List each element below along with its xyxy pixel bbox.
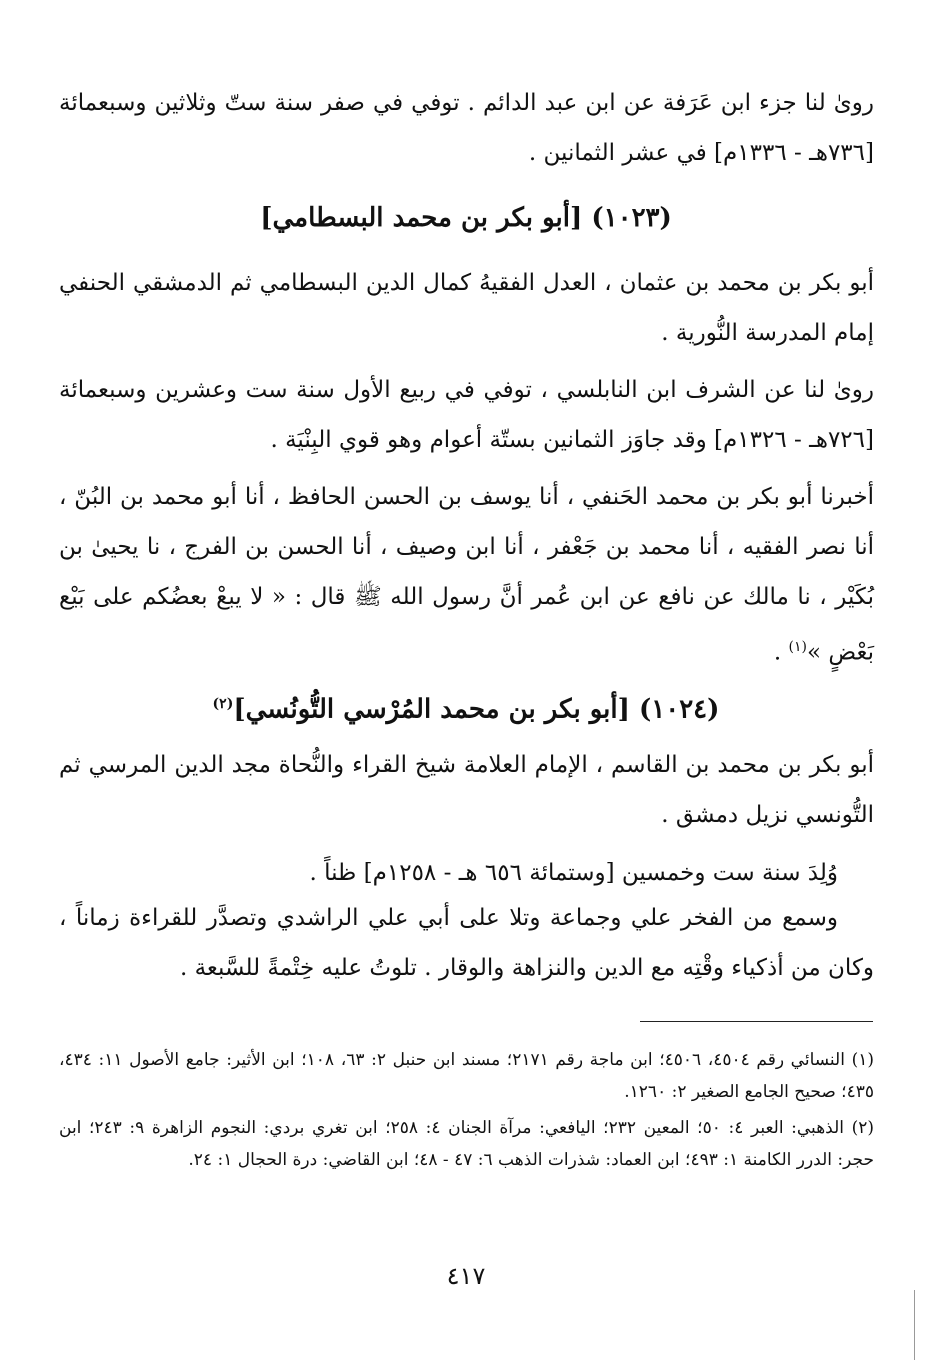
paragraph-6: وُلِدَ سنة ست وخمسين [وستمائة ٦٥٦ هـ - ١٢٥٨م] ظناً . xyxy=(309,860,838,886)
footnote-1: (١) النسائي رقم ٤٥٠٤، ٤٥٠٦؛ ابن ماجة رقم ٢١٧١؛ مسند ابن حنبل ٢: ٦٣، ١٠٨؛ ابن الأثير: جامع الأصول ١١: ٤٣٤، ٤٣٥؛ صحيح الجامع الصغير ٢: ١٢٦٠. xyxy=(59,1050,874,1102)
entry-heading-1024-text: (١٠٢٤) [أبو بكر بن محمد المُرْسي التُّونُسي] xyxy=(233,694,720,725)
paragraph-5: أبو بكر بن محمد بن القاسم ، الإمام العلامة شيخ القراء والنُّحاة مجد الدين المرسي ثم التُّونسي نزيل دمشق . xyxy=(59,752,874,828)
paragraph-4-end: . xyxy=(773,639,789,666)
paragraph-4 xyxy=(59,472,874,678)
paragraph-7: وسمع من الفخر علي وجماعة وتلا على أبي علي الراشدي وتصدَّر للقراءة زماناً ، وكان من أذكياء وقْتِه مع الدين والنزاهة والوقار . تلوتُ عليه خِتْمةً للسَّبعة . xyxy=(59,905,874,981)
entry-heading-1024 xyxy=(0,682,932,732)
entry-heading-1023: (١٠٢٣) [أبو بكر بن محمد البسطامي] xyxy=(260,203,672,233)
page-number: ٤١٧ xyxy=(446,1262,486,1290)
paragraph-2: أبو بكر بن محمد بن عثمان ، العدل الفقيهُ كمال الدين البسطامي ثم الدمشقي الحنفي إمام المدرسة النُّورية . xyxy=(59,270,874,346)
page-edge-mark xyxy=(914,1290,923,1360)
footnote-ref-2: (٢) xyxy=(212,696,234,712)
paragraph-1: روىٰ لنا جزء ابن عَرَفة عن ابن عبد الدائم . توفي في صفر سنة ستّ وثلاثين وسبعمائة [٧٣٦هـ - ١٣٣٦م] في عشر الثمانين . xyxy=(59,90,874,166)
footnote-ref-1: (١) xyxy=(788,639,807,655)
paragraph-3: روىٰ لنا عن الشرف ابن النابلسي ، توفي في ربيع الأول سنة ست وعشرين وسبعمائة [٧٢٦هـ - ١٣٢٦م] وقد جاوَز الثمانين بستّة أعوام وهو قوي البِنْيَة . xyxy=(59,377,874,453)
hadith-isnad-text: أخبرنا أبو بكر بن محمد الحَنفي ، أنا يوسف بن الحسن الحافظ ، أنا أبو محمد بن البُنّ ، أنا نصر الفقيه ، أنا محمد بن جَعْفر ، أنا ابن وصيف ، أنا الحسن بن الفرج ، نا يحيىٰ بن بُكَيْر ، نا مالك عن نافع عن ابن عُمر أنَّ رسول الله ﷺ قال : « لا يبعْ بعضُكم على بَيْع بَعْضٍ » xyxy=(59,484,874,666)
footnote-2: (٢) الذهبي: العبر ٤: ٥٠؛ المعين ٢٣٢؛ اليافعي: مرآة الجنان ٤: ٢٥٨؛ ابن تغري بردي: النجوم الزاهرة ٩: ٢٤٣؛ ابن حجر: الدرر الكامنة ١: ٤٩٣؛ ابن العماد: شذرات الذهب ٦: ٤٧ - ٤٨؛ ابن القاضي: درة الحجال ١: ٢٤. xyxy=(59,1118,874,1170)
footnote-separator xyxy=(640,1021,873,1022)
